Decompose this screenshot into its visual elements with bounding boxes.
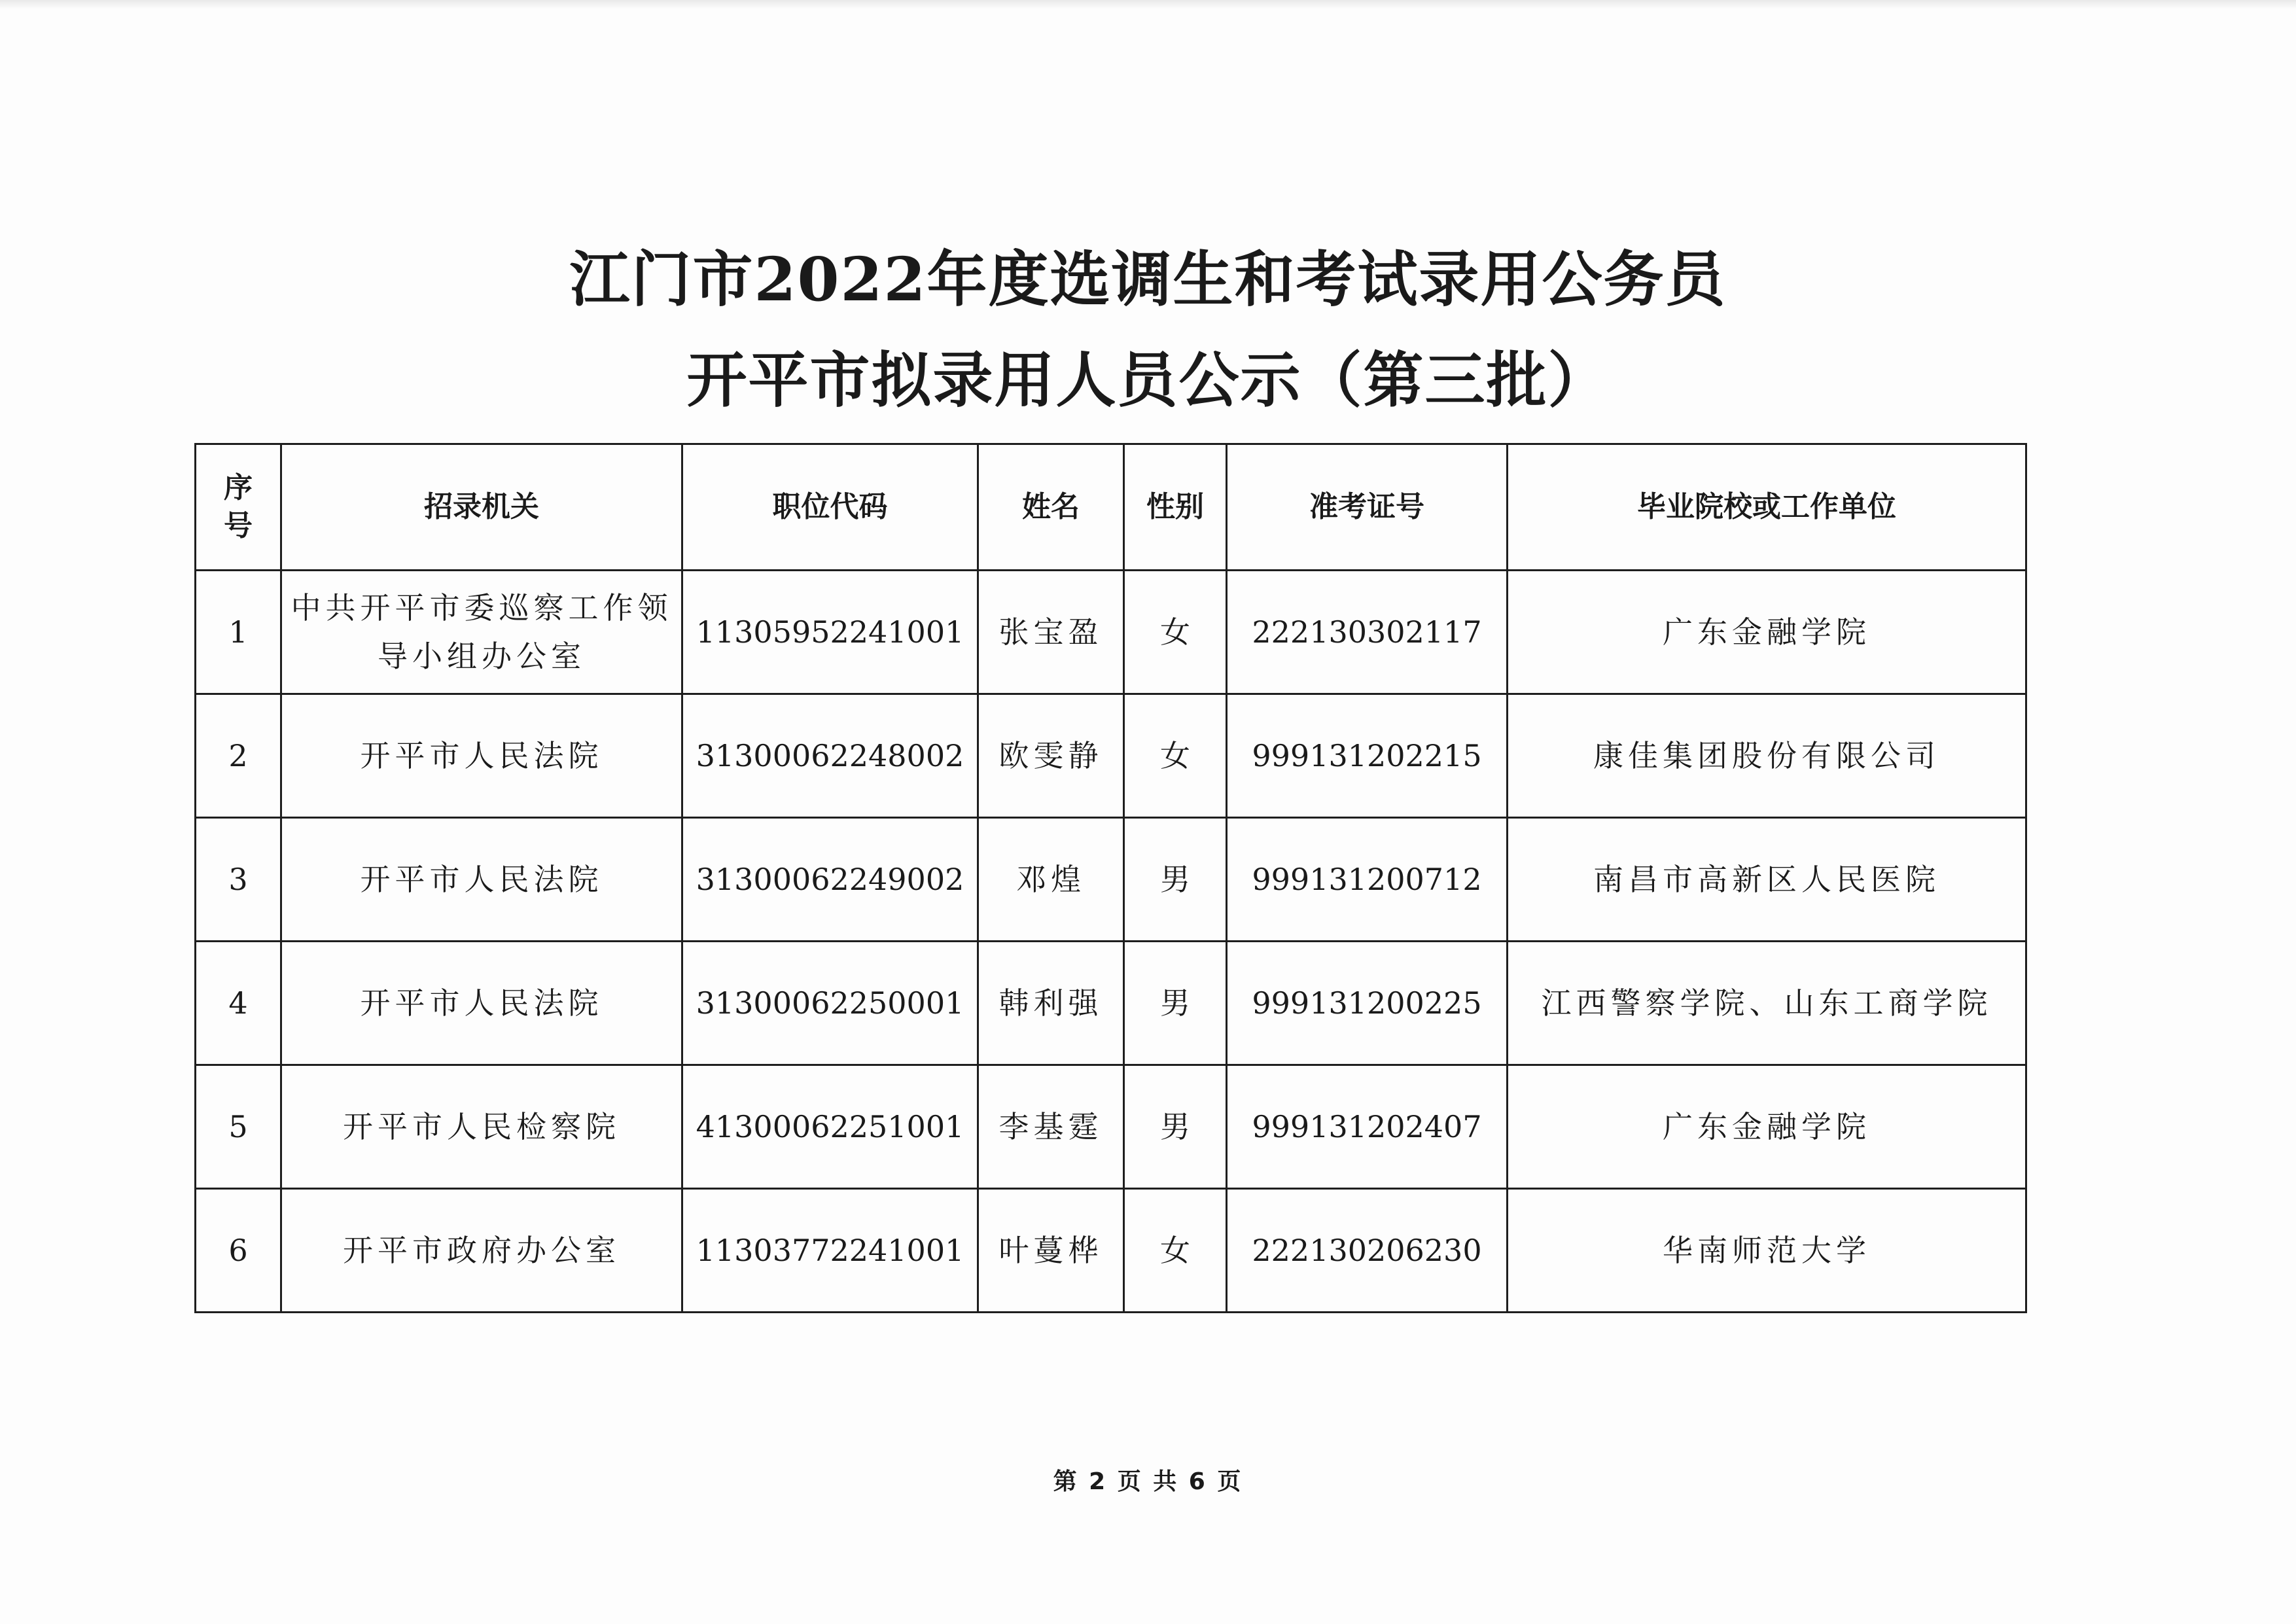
cell-school: 华南师范大学 — [1508, 1189, 2026, 1313]
cell-gender: 女 — [1124, 571, 1227, 694]
cell-name: 邓煌 — [978, 818, 1124, 942]
cell-org: 开平市人民检察院 — [281, 1065, 682, 1189]
cell-gender: 女 — [1124, 1189, 1227, 1313]
candidate-roster-table — [194, 443, 2027, 1313]
cell-exam-id: 222130206230 — [1227, 1189, 1508, 1313]
cell-org: 开平市人民法院 — [281, 942, 682, 1065]
cell-school: 江西警察学院、山东工商学院 — [1508, 942, 2026, 1065]
cell-exam-id: 999131200712 — [1227, 818, 1508, 942]
table-row — [196, 571, 2026, 694]
cell-seq: 5 — [196, 1065, 281, 1189]
cell-name: 张宝盈 — [978, 571, 1124, 694]
cell-name: 叶蔓桦 — [978, 1189, 1124, 1313]
cell-org: 开平市政府办公室 — [281, 1189, 682, 1313]
cell-exam-id: 999131202215 — [1227, 694, 1508, 818]
header-seq-char-1: 序 — [224, 471, 253, 504]
cell-gender: 男 — [1124, 1065, 1227, 1189]
cell-school: 广东金融学院 — [1508, 1065, 2026, 1189]
header-seq-char-2: 号 — [224, 509, 253, 542]
cell-org: 中共开平市委巡察工作领导小组办公室 — [281, 571, 682, 694]
cell-seq: 4 — [196, 942, 281, 1065]
cell-name: 欧雯静 — [978, 694, 1124, 818]
cell-name: 韩利强 — [978, 942, 1124, 1065]
cell-seq: 2 — [196, 694, 281, 818]
cell-position-code: 41300062251001 — [682, 1065, 978, 1189]
header-school: 毕业院校或工作单位 — [1508, 444, 2026, 571]
cell-seq: 1 — [196, 571, 281, 694]
table-header-row — [196, 444, 2026, 571]
cell-school: 南昌市高新区人民医院 — [1508, 818, 2026, 942]
cell-exam-id: 999131202407 — [1227, 1065, 1508, 1189]
header-exam-id: 准考证号 — [1227, 444, 1508, 571]
cell-seq: 6 — [196, 1189, 281, 1313]
cell-exam-id: 999131200225 — [1227, 942, 1508, 1065]
header-org: 招录机关 — [281, 444, 682, 571]
table-row — [196, 942, 2026, 1065]
cell-position-code: 11303772241001 — [682, 1189, 978, 1313]
cell-org: 开平市人民法院 — [281, 694, 682, 818]
cell-gender: 女 — [1124, 694, 1227, 818]
table-row — [196, 1065, 2026, 1189]
cell-position-code: 31300062249002 — [682, 818, 978, 942]
cell-gender: 男 — [1124, 818, 1227, 942]
cell-exam-id: 222130302117 — [1227, 571, 1508, 694]
cell-school: 广东金融学院 — [1508, 571, 2026, 694]
cell-position-code: 11305952241001 — [682, 571, 978, 694]
page-number: 第 2 页 共 6 页 — [1053, 1468, 1243, 1495]
table-row — [196, 694, 2026, 818]
cell-seq: 3 — [196, 818, 281, 942]
header-name: 姓名 — [978, 444, 1124, 571]
table-row — [196, 1189, 2026, 1313]
table-row — [196, 818, 2026, 942]
scan-top-edge — [0, 0, 2296, 9]
cell-school: 康佳集团股份有限公司 — [1508, 694, 2026, 818]
cell-gender: 男 — [1124, 942, 1227, 1065]
header-position-code: 职位代码 — [682, 444, 978, 571]
cell-name: 李基霆 — [978, 1065, 1124, 1189]
cell-position-code: 31300062250001 — [682, 942, 978, 1065]
header-gender: 性别 — [1124, 444, 1227, 571]
header-seq — [196, 444, 281, 571]
cell-org: 开平市人民法院 — [281, 818, 682, 942]
document-title-line-2: 开平市拟录用人员公示（第三批） — [686, 345, 1610, 415]
cell-position-code: 31300062248002 — [682, 694, 978, 818]
document-title-line-1: 江门市2022年度选调生和考试录用公务员 — [569, 244, 1727, 315]
